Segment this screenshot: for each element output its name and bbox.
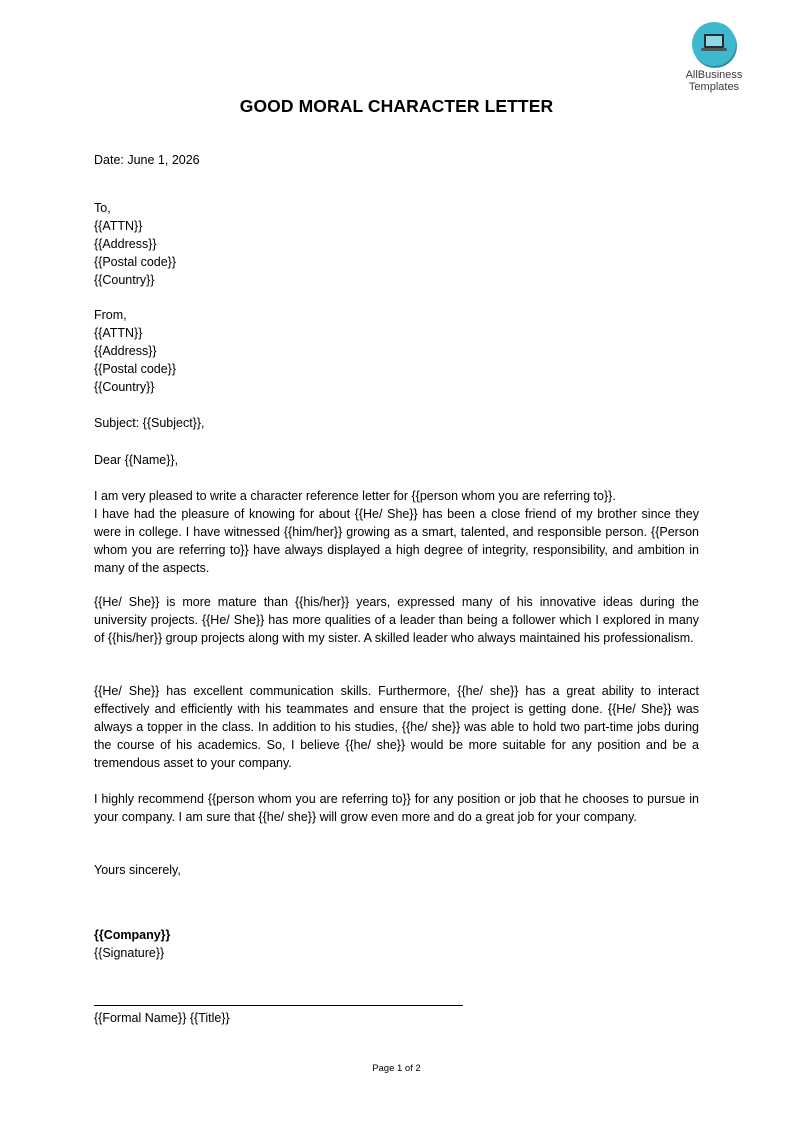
salutation: Dear {{Name}}, (94, 453, 179, 467)
closing: Yours sincerely, (94, 863, 181, 877)
signature-line (94, 1005, 463, 1006)
from-attn: {{ATTN}} (94, 326, 143, 340)
body-paragraph-4: I highly recommend {{person whom you are referring to}} for any position or job that he chooses to pursue in your company. I am sure that {{he/ she}} will grow even more and do a great job for your company. (94, 792, 699, 824)
recipient-block (94, 199, 699, 289)
page-title: GOOD MORAL CHARACTER LETTER (239, 96, 554, 116)
to-label: To, (94, 201, 111, 215)
company-logo (680, 22, 748, 93)
company-name: {{Company}} (94, 928, 171, 942)
to-address: {{Address}} (94, 237, 157, 251)
to-attn: {{ATTN}} (94, 219, 143, 233)
page-number: Page 1 of 2 (372, 1063, 421, 1074)
to-country: {{Country}} (94, 273, 155, 287)
to-postal-code: {{Postal code}} (94, 255, 177, 269)
body-paragraph-3: {{He/ She}} has excellent communication skills. Furthermore, {{he/ she}} has a great ability to interact effectively and efficiently with his teammates and ensure that the project is getting done. {{He/ She}} was always a topper in the class. In addition to his studies, {{he/ she}} was able to hold two part-time jobs during the course of his academics. So, I believe {{he/ she}} would be more suitable for any position and be a tremendous asset to your company. (94, 684, 699, 770)
sender-block (94, 306, 699, 396)
from-postal-code: {{Postal code}} (94, 362, 177, 376)
formal-name: {{Formal Name}} {{Title}} (94, 1011, 230, 1025)
from-label: From, (94, 308, 127, 322)
logo-text (680, 69, 748, 93)
logo-line-2: Templates (688, 81, 740, 93)
logo-line-1: AllBusiness (685, 69, 743, 81)
body-paragraph-2: {{He/ She}} is more mature than {{his/her}} years, expressed many of his innovative ideas during the university projects. {{He/ She}} has more qualities of a leader than being a follower which I explored in many of {{his/her}} group projects along with my sister. A skilled leader who always maintained his professionalism. (94, 595, 699, 645)
signature-placeholder: {{Signature}} (94, 946, 165, 960)
date-line: Date: June 1, 2026 (94, 153, 200, 167)
subject-line: Subject: {{Subject}}, (94, 416, 205, 430)
body-paragraph-1: I have had the pleasure of knowing for about {{He/ She}} has been a close friend of my brother since they were in college. I have witnessed {{him/her}} growing as a smart, talented, and responsible person. {{Person whom you are referring to}} have always displayed a high degree of integrity, responsibility, and ambition in many of the aspects. (94, 507, 699, 575)
from-country: {{Country}} (94, 380, 155, 394)
laptop-icon (692, 22, 736, 66)
body-intro: I am very pleased to write a character reference letter for {{person whom you are referring to}}. (94, 489, 616, 503)
from-address: {{Address}} (94, 344, 157, 358)
